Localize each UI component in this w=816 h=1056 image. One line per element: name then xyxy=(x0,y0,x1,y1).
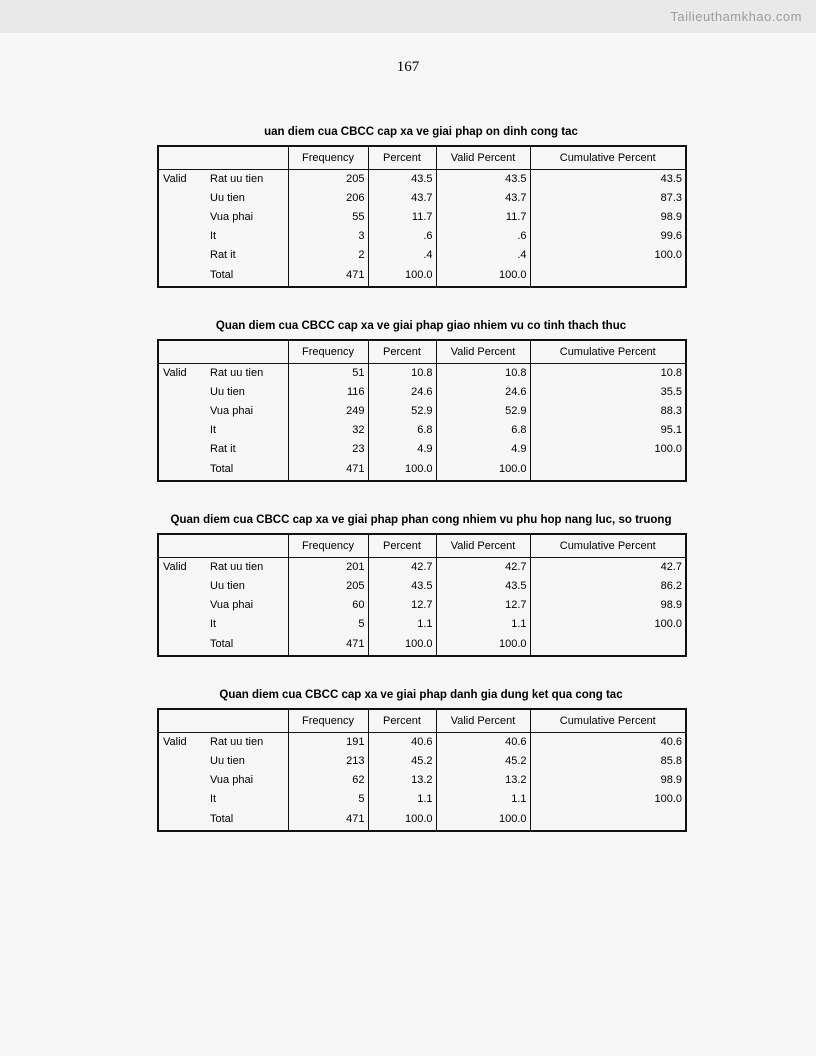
column-header: Cumulative Percent xyxy=(530,709,686,732)
table-row xyxy=(158,245,686,264)
row-label: Rat uu tien xyxy=(210,172,264,185)
percent-cell: 11.7 xyxy=(368,207,436,226)
valid-percent-cell: 100.0 xyxy=(436,458,530,481)
table-row xyxy=(158,439,686,458)
group-label-cell xyxy=(158,808,206,831)
group-label-cell xyxy=(158,789,206,808)
percent-cell: 42.7 xyxy=(368,557,436,576)
valid-percent-cell: 45.2 xyxy=(436,751,530,770)
row-label: It xyxy=(210,229,217,242)
cumulative-percent-cell xyxy=(530,808,686,831)
percent-cell: 1.1 xyxy=(368,789,436,808)
percent-cell: 43.5 xyxy=(368,576,436,595)
cumulative-percent-cell: 98.9 xyxy=(530,770,686,789)
cumulative-percent-cell xyxy=(530,633,686,656)
group-label-cell xyxy=(158,458,206,481)
frequency-cell: 205 xyxy=(288,576,368,595)
frequency-cell: 60 xyxy=(288,595,368,614)
column-header: Percent xyxy=(368,709,436,732)
group-label-cell: Valid xyxy=(163,560,187,573)
row-label: Uu tien xyxy=(210,754,245,767)
page-number: 167 xyxy=(396,59,420,75)
frequency-cell: 116 xyxy=(288,382,368,401)
valid-percent-cell: 100.0 xyxy=(436,633,530,656)
column-header: Cumulative Percent xyxy=(530,534,686,557)
valid-percent-cell: 11.7 xyxy=(436,207,530,226)
header-blank-cell xyxy=(158,146,288,169)
frequency-cell: 206 xyxy=(288,188,368,207)
table-row xyxy=(158,207,686,226)
column-header: Frequency xyxy=(288,340,368,363)
column-header: Frequency xyxy=(288,534,368,557)
group-label-cell xyxy=(158,401,206,420)
frequency-table-section xyxy=(157,126,685,288)
valid-percent-cell: 43.5 xyxy=(436,169,530,188)
valid-percent-cell: .6 xyxy=(436,226,530,245)
row-label: Total xyxy=(210,463,234,475)
cumulative-percent-cell: 98.9 xyxy=(530,207,686,226)
percent-cell: 13.2 xyxy=(368,770,436,789)
row-label: Rat uu tien xyxy=(210,735,264,748)
column-header: Percent xyxy=(368,146,436,169)
frequency-table-section xyxy=(157,514,685,657)
frequency-table xyxy=(157,145,687,288)
group-label-cell: Valid xyxy=(163,735,187,748)
table-title: Quan diem cua CBCC cap xa ve giai phap phan cong nhiem vu phu hop nang luc, so truong xyxy=(170,514,672,526)
column-header: Valid Percent xyxy=(436,340,530,363)
table-row xyxy=(158,614,686,633)
frequency-table-section xyxy=(157,320,685,482)
cumulative-percent-cell xyxy=(530,458,686,481)
table-row xyxy=(158,770,686,789)
column-header: Cumulative Percent xyxy=(530,146,686,169)
header-blank-cell xyxy=(158,709,288,732)
percent-cell: 100.0 xyxy=(368,633,436,656)
group-label-cell xyxy=(158,614,206,633)
frequency-table-section xyxy=(157,689,685,832)
frequency-cell: 62 xyxy=(288,770,368,789)
table-row xyxy=(158,576,686,595)
row-label: Uu tien xyxy=(210,191,245,204)
frequency-table xyxy=(157,708,687,832)
row-label: Vua phai xyxy=(210,210,254,223)
cumulative-percent-cell: 100.0 xyxy=(530,614,686,633)
row-label: Vua phai xyxy=(210,773,254,786)
valid-percent-cell: 24.6 xyxy=(436,382,530,401)
group-label-cell: Valid xyxy=(163,366,187,379)
valid-percent-cell: .4 xyxy=(436,245,530,264)
table-title: Quan diem cua CBCC cap xa ve giai phap giao nhiem vu co tinh thach thuc xyxy=(215,320,627,332)
valid-percent-cell: 100.0 xyxy=(436,264,530,287)
group-label-cell xyxy=(158,751,206,770)
column-header: Percent xyxy=(368,340,436,363)
valid-percent-cell: 40.6 xyxy=(436,732,530,751)
valid-percent-cell: 4.9 xyxy=(436,439,530,458)
valid-percent-cell: 12.7 xyxy=(436,595,530,614)
cumulative-percent-cell xyxy=(530,264,686,287)
percent-cell: 12.7 xyxy=(368,595,436,614)
cumulative-percent-cell: 88.3 xyxy=(530,401,686,420)
valid-percent-cell: 42.7 xyxy=(436,557,530,576)
percent-cell: 45.2 xyxy=(368,751,436,770)
column-header: Cumulative Percent xyxy=(530,340,686,363)
percent-cell: 100.0 xyxy=(368,808,436,831)
group-label-cell xyxy=(158,439,206,458)
cumulative-percent-cell: 100.0 xyxy=(530,245,686,264)
frequency-cell: 471 xyxy=(288,633,368,656)
valid-percent-cell: 1.1 xyxy=(436,614,530,633)
cumulative-percent-cell: 42.7 xyxy=(530,557,686,576)
table-row xyxy=(158,789,686,808)
table-row xyxy=(158,732,686,751)
table-row xyxy=(158,420,686,439)
group-label-cell xyxy=(158,576,206,595)
watermark-text: Tailieuthamkhao.com xyxy=(670,9,802,24)
table-row xyxy=(158,458,686,481)
cumulative-percent-cell: 40.6 xyxy=(530,732,686,751)
cumulative-percent-cell: 99.6 xyxy=(530,226,686,245)
row-label: Uu tien xyxy=(210,579,245,592)
group-label-cell xyxy=(158,188,206,207)
percent-cell: 6.8 xyxy=(368,420,436,439)
valid-percent-cell: 1.1 xyxy=(436,789,530,808)
table-title: Quan diem cua CBCC cap xa ve giai phap danh gia dung ket qua cong tac xyxy=(219,689,623,701)
valid-percent-cell: 52.9 xyxy=(436,401,530,420)
column-header: Percent xyxy=(368,534,436,557)
percent-cell: 10.8 xyxy=(368,363,436,382)
percent-cell: 100.0 xyxy=(368,264,436,287)
table-row xyxy=(158,808,686,831)
group-label-cell xyxy=(158,207,206,226)
cumulative-percent-cell: 98.9 xyxy=(530,595,686,614)
row-label: Uu tien xyxy=(210,385,245,398)
frequency-table xyxy=(157,533,687,657)
header-blank-cell xyxy=(158,534,288,557)
table-row xyxy=(158,264,686,287)
table-row xyxy=(158,595,686,614)
cumulative-percent-cell: 85.8 xyxy=(530,751,686,770)
cumulative-percent-cell: 86.2 xyxy=(530,576,686,595)
valid-percent-cell: 43.7 xyxy=(436,188,530,207)
group-label-cell xyxy=(158,770,206,789)
row-label: Rat it xyxy=(210,442,236,455)
valid-percent-cell: 10.8 xyxy=(436,363,530,382)
table-row xyxy=(158,188,686,207)
column-header: Valid Percent xyxy=(436,146,530,169)
row-label: Vua phai xyxy=(210,598,254,611)
cumulative-percent-cell: 100.0 xyxy=(530,789,686,808)
group-label-cell xyxy=(158,264,206,287)
frequency-cell: 471 xyxy=(288,264,368,287)
percent-cell: 43.7 xyxy=(368,188,436,207)
percent-cell: 52.9 xyxy=(368,401,436,420)
row-label: Total xyxy=(210,813,234,825)
cumulative-percent-cell: 100.0 xyxy=(530,439,686,458)
group-label-cell xyxy=(158,226,206,245)
frequency-cell: 205 xyxy=(288,169,368,188)
table-row xyxy=(158,169,686,188)
frequency-table xyxy=(157,339,687,482)
group-label-cell xyxy=(158,633,206,656)
cumulative-percent-cell: 10.8 xyxy=(530,363,686,382)
percent-cell: 100.0 xyxy=(368,458,436,481)
group-label-cell xyxy=(158,595,206,614)
watermark-bar xyxy=(0,0,816,33)
frequency-cell: 51 xyxy=(288,363,368,382)
frequency-cell: 32 xyxy=(288,420,368,439)
percent-cell: 43.5 xyxy=(368,169,436,188)
row-label: Rat it xyxy=(210,248,236,261)
row-label: It xyxy=(210,423,217,436)
table-row xyxy=(158,382,686,401)
valid-percent-cell: 13.2 xyxy=(436,770,530,789)
cumulative-percent-cell: 95.1 xyxy=(530,420,686,439)
column-header: Frequency xyxy=(288,709,368,732)
table-row xyxy=(158,401,686,420)
percent-cell: 4.9 xyxy=(368,439,436,458)
table-row xyxy=(158,633,686,656)
frequency-cell: 5 xyxy=(288,789,368,808)
frequency-cell: 2 xyxy=(288,245,368,264)
header-blank-cell xyxy=(158,340,288,363)
column-header: Valid Percent xyxy=(436,534,530,557)
row-label: Total xyxy=(210,638,234,650)
table-row xyxy=(158,557,686,576)
percent-cell: 1.1 xyxy=(368,614,436,633)
group-label-cell: Valid xyxy=(163,172,187,185)
row-label: Rat uu tien xyxy=(210,366,264,379)
row-label: Rat uu tien xyxy=(210,560,264,573)
frequency-cell: 23 xyxy=(288,439,368,458)
valid-percent-cell: 6.8 xyxy=(436,420,530,439)
frequency-cell: 5 xyxy=(288,614,368,633)
frequency-cell: 213 xyxy=(288,751,368,770)
row-label: Total xyxy=(210,269,234,281)
cumulative-percent-cell: 35.5 xyxy=(530,382,686,401)
group-label-cell xyxy=(158,245,206,264)
group-label-cell xyxy=(158,382,206,401)
frequency-cell: 471 xyxy=(288,808,368,831)
table-title: uan diem cua CBCC cap xa ve giai phap on dinh cong tac xyxy=(264,126,578,138)
column-header: Frequency xyxy=(288,146,368,169)
frequency-cell: 471 xyxy=(288,458,368,481)
frequency-cell: 201 xyxy=(288,557,368,576)
table-row xyxy=(158,226,686,245)
percent-cell: 24.6 xyxy=(368,382,436,401)
percent-cell: 40.6 xyxy=(368,732,436,751)
row-label: It xyxy=(210,617,217,630)
valid-percent-cell: 100.0 xyxy=(436,808,530,831)
table-row xyxy=(158,751,686,770)
row-label: Vua phai xyxy=(210,404,254,417)
frequency-cell: 3 xyxy=(288,226,368,245)
group-label-cell xyxy=(158,420,206,439)
cumulative-percent-cell: 43.5 xyxy=(530,169,686,188)
percent-cell: .6 xyxy=(368,226,436,245)
frequency-cell: 249 xyxy=(288,401,368,420)
row-label: It xyxy=(210,792,217,805)
valid-percent-cell: 43.5 xyxy=(436,576,530,595)
frequency-cell: 55 xyxy=(288,207,368,226)
tables-container xyxy=(157,126,685,832)
table-row xyxy=(158,363,686,382)
frequency-cell: 191 xyxy=(288,732,368,751)
cumulative-percent-cell: 87.3 xyxy=(530,188,686,207)
percent-cell: .4 xyxy=(368,245,436,264)
column-header: Valid Percent xyxy=(436,709,530,732)
